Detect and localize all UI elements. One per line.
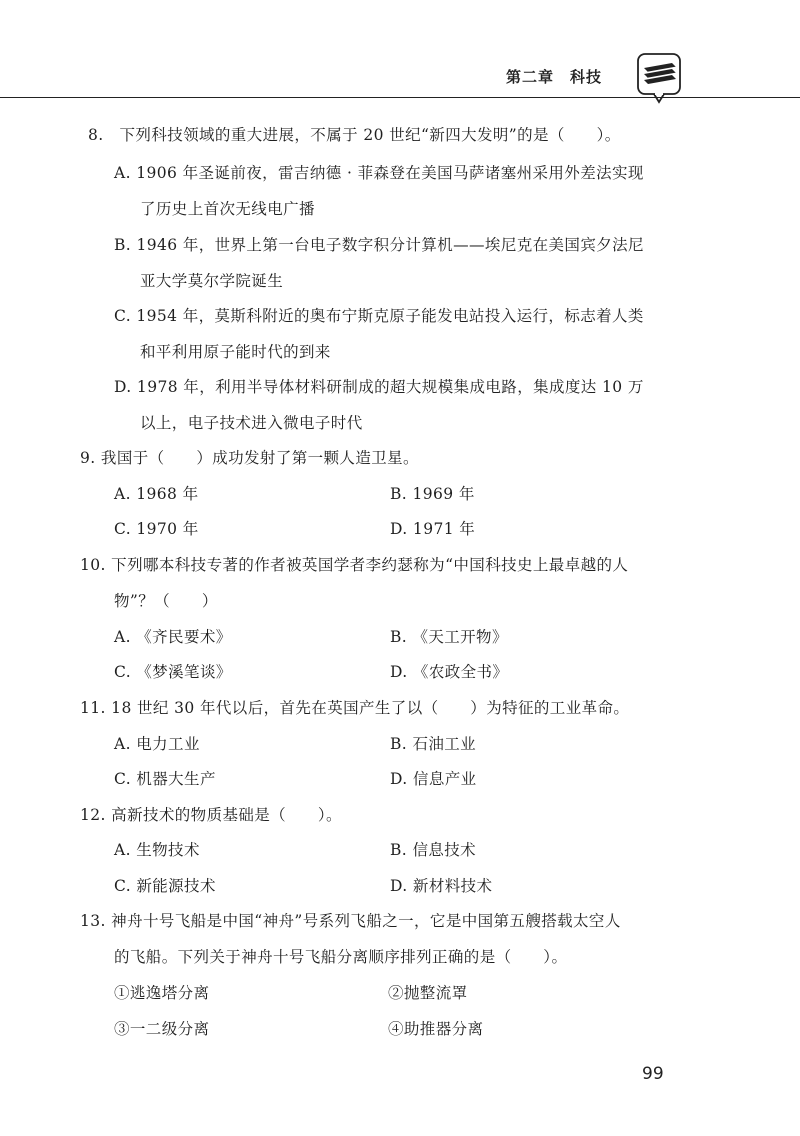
question-8-option-c-line2: 和平利用原子能时代的到来 (140, 343, 331, 361)
question-8-option-d-line1: D. 1978 年，利用半导体材料研制成的超大规模集成电路，集成度达 10 万 (114, 378, 644, 396)
question-12-option-b: B. 信息技术 (390, 841, 477, 859)
question-10-option-a: A. 《齐民要术》 (114, 628, 232, 646)
question-13-item-1: ①逃逸塔分离 (114, 984, 210, 1002)
question-11-stem: 11. 18 世纪 30 年代以后，首先在英国产生了以（ ）为特征的工业革命。 (80, 699, 630, 717)
question-8-stem: 8. 下列科技领域的重大进展，不属于 20 世纪“新四大发明”的是（ ）。 (88, 126, 621, 144)
question-12-option-c: C. 新能源技术 (114, 877, 216, 895)
question-9-stem: 9. 我国于（ ）成功发射了第一颗人造卫星。 (80, 449, 419, 467)
question-11-option-d: D. 信息产业 (390, 770, 477, 788)
question-10-option-b: B. 《天工开物》 (390, 628, 508, 646)
question-13-stem-line1: 13. 神舟十号飞船是中国“神舟”号系列飞船之一，它是中国第五艘搭载太空人 (80, 912, 621, 930)
question-11-option-b: B. 石油工业 (390, 735, 477, 753)
question-9-option-d: D. 1971 年 (390, 520, 476, 538)
question-11-option-c: C. 机器大生产 (114, 770, 216, 788)
question-12-option-d: D. 新材料技术 (390, 877, 493, 895)
question-8-option-d-line2: 以上，电子技术进入微电子时代 (140, 414, 363, 432)
question-10-stem-line2: 物”？（ ） (114, 592, 218, 610)
page-number: 99 (642, 1064, 664, 1084)
question-13-stem-line2: 的飞船。下列关于神舟十号飞船分离顺序排列正确的是（ ）。 (114, 948, 568, 966)
chapter-title: 第二章 科技 (506, 68, 603, 86)
question-12-option-a: A. 生物技术 (114, 841, 200, 859)
question-13-item-4: ④助推器分离 (388, 1020, 484, 1038)
question-8-option-a-line1: A. 1906 年圣诞前夜，雷吉纳德 · 菲森登在美国马萨诸塞州采用外差法实现 (114, 164, 644, 182)
question-9-option-b: B. 1969 年 (390, 485, 475, 503)
question-8-option-b-line1: B. 1946 年，世界上第一台电子数字积分计算机——埃尼克在美国宾夕法尼 (114, 236, 644, 254)
question-8-option-c-line1: C. 1954 年，莫斯科附近的奥布宁斯克原子能发电站投入运行，标志着人类 (114, 307, 644, 325)
question-10-option-d: D. 《农政全书》 (390, 663, 509, 681)
question-8-option-b-line2: 亚大学莫尔学院诞生 (140, 272, 284, 290)
question-10-option-c: C. 《梦溪笔谈》 (114, 663, 232, 681)
question-9-option-a: A. 1968 年 (114, 485, 199, 503)
question-12-stem: 12. 高新技术的物质基础是（ ）。 (80, 806, 342, 824)
question-13-item-3: ③一二级分离 (114, 1020, 210, 1038)
question-13-item-2: ②抛整流罩 (388, 984, 468, 1002)
question-9-option-c: C. 1970 年 (114, 520, 199, 538)
question-8-option-a-line2: 了历史上首次无线电广播 (140, 200, 315, 218)
question-10-stem-line1: 10. 下列哪本科技专著的作者被英国学者李约瑟称为“中国科技史上最卓越的人 (80, 556, 629, 574)
question-11-option-a: A. 电力工业 (114, 735, 200, 753)
header-rule (0, 97, 800, 98)
